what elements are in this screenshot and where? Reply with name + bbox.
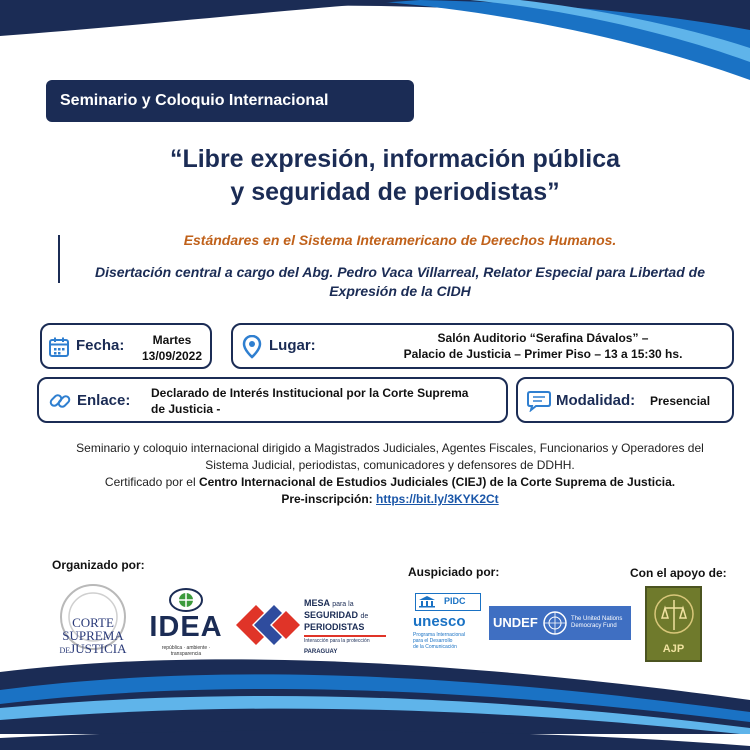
corte-line-1: CORTE (72, 615, 114, 630)
unesco-header (415, 593, 481, 611)
cert-institution: Centro Internacional de Estudios Judiciales (CIEJ) de la Corte Suprema de Justicia. (198, 475, 676, 489)
info-line-1: Seminario y coloquio internacional dirigido a Magistrados Judiciales, Agentes Fiscales, Funcionarios y Operadores del (76, 441, 704, 455)
idea-tagline: república · ambiente · transparencia (161, 645, 211, 657)
mesa-word: MESA (304, 598, 330, 608)
fecha-value (134, 332, 210, 364)
fecha-day: Martes (152, 333, 192, 347)
cert-prefix: Certificado por el (104, 475, 199, 489)
mesa-line-5: PARAGUAY (304, 649, 338, 655)
unesco-sub-3: de la Comunicación (413, 644, 457, 650)
calendar-icon (48, 336, 70, 358)
enlace-box (37, 377, 508, 423)
modalidad-label: Modalidad: (556, 392, 636, 409)
organizado-heading: Organizado por: (52, 558, 145, 572)
subtitle: Estándares en el Sistema Interamericano de Derechos Humanos. (183, 232, 617, 248)
lugar-line-2: Palacio de Justicia – Primer Piso – 13 a 15:30 hs. (403, 347, 683, 361)
enlace-line-1: Declarado de Interés Institucional por la Corte Suprema (151, 386, 469, 400)
undef-logo (489, 606, 631, 640)
mesa-seguridad: SEGURIDAD (304, 610, 359, 620)
undef-sub-1: The United Nations (571, 616, 623, 622)
idea-name: IDEA (149, 611, 223, 643)
fecha-date: 13/09/2022 (141, 349, 203, 363)
corte-suprema-logo (48, 582, 138, 660)
ajp-name: AJP (662, 643, 685, 655)
title-line-2: y seguridad de periodistas” (230, 178, 560, 206)
un-emblem-icon (542, 610, 568, 636)
enlace-label: Enlace: (77, 392, 131, 409)
unesco-sub-1: Programa Internacional (413, 632, 465, 638)
lugar-line-1: Salón Auditorio “Serafina Dávalos” – (437, 331, 649, 345)
mesa-line-3: PERIODISTAS (304, 622, 365, 632)
info-line-2: Sistema Judicial, periodistas, comunicadores y defensores de DDHH. (205, 458, 575, 472)
title-line-1: “Libre expresión, información pública (169, 145, 621, 173)
fecha-label: Fecha: (76, 337, 125, 354)
corte-line-2: SUPREMA (62, 628, 124, 643)
unesco-temple-icon (418, 595, 436, 608)
info-paragraph (40, 440, 740, 508)
lugar-value (353, 330, 733, 362)
mesa-para-la: para la (332, 601, 354, 608)
unesco-name: unesco (413, 613, 466, 630)
idea-globe-icon (168, 587, 204, 613)
unesco-pidc: PIDC (444, 596, 466, 606)
link-icon (49, 390, 71, 412)
unesco-sub (413, 632, 465, 650)
unesco-logo (413, 591, 483, 659)
mesa-line-4: Interacción para la protección (304, 635, 386, 645)
modalidad-box (516, 377, 734, 423)
ajp-emblem-icon (653, 592, 695, 640)
corte-de: DE (59, 646, 71, 655)
auspiciado-heading: Auspiciado por: (408, 565, 500, 579)
lugar-box (231, 323, 734, 369)
speaker-text: Disertación central a cargo del Abg. Pedro Vaca Villarreal, Relator Especial para Libertad de Expresión de la CIDH (94, 264, 705, 299)
corte-line-3 (52, 642, 134, 657)
preinscription-label: Pre-inscripción: (281, 492, 376, 506)
undef-sub-2: Democracy Fund (571, 623, 617, 629)
apoyo-heading: Con el apoyo de: (630, 566, 727, 580)
mesa-line-2 (304, 610, 386, 622)
accent-bar (58, 235, 60, 283)
lugar-label: Lugar: (269, 337, 316, 354)
chat-bubble-icon (527, 390, 551, 412)
seminar-banner: Seminario y Coloquio Internacional (46, 80, 414, 122)
mesa-line-1 (304, 598, 386, 610)
idea-logo (146, 587, 226, 655)
mesa-emblem-icon (234, 600, 302, 650)
undef-name: UNDEF (493, 615, 538, 630)
corte-justicia: JUSTICIA (70, 641, 127, 656)
location-pin-icon (242, 335, 262, 359)
certificate-line (40, 474, 740, 491)
unesco-sub-2: para el Desarrollo (413, 638, 453, 644)
page-title (100, 143, 690, 209)
preinscription-link[interactable]: https://bit.ly/3KYK2Ct (376, 492, 499, 506)
mesa-logo (234, 598, 384, 658)
mesa-de: de (360, 613, 369, 620)
ajp-logo (645, 586, 702, 662)
fecha-box (40, 323, 212, 369)
modalidad-value: Presencial (650, 394, 711, 408)
enlace-line-2: de Justicia - (151, 402, 221, 416)
enlace-value (151, 385, 501, 417)
preinscription-line (40, 491, 740, 508)
undef-sub (571, 616, 622, 630)
